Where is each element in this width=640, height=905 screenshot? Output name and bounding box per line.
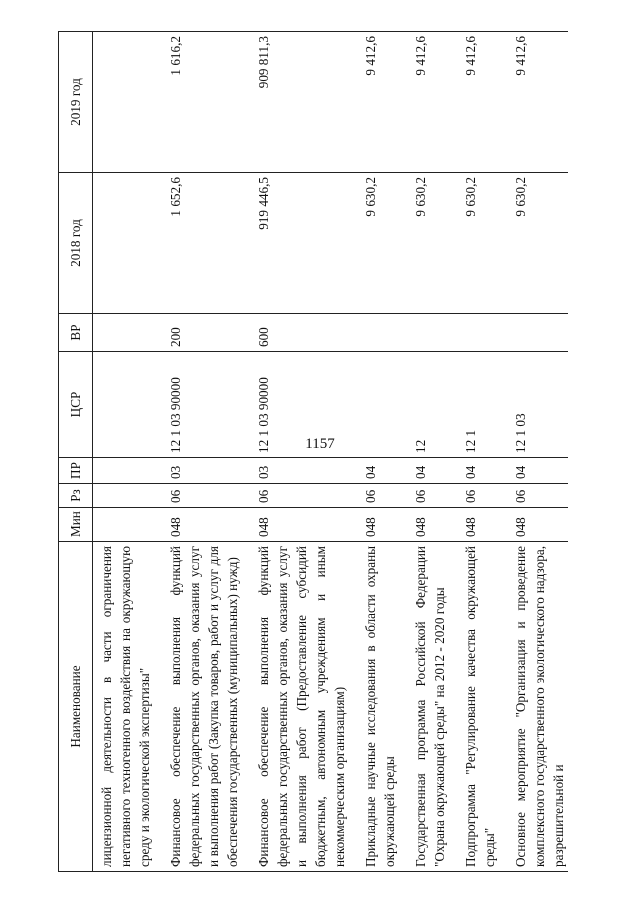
row-min: 048 — [499, 508, 568, 542]
table-row — [449, 32, 499, 872]
row-vr — [499, 314, 568, 352]
row-vr — [349, 314, 399, 352]
row-pr: 04 — [399, 458, 449, 484]
row-min — [93, 508, 155, 542]
row-rz: 06 — [499, 484, 568, 508]
row-pr: 04 — [349, 458, 399, 484]
row-vr — [399, 314, 449, 352]
row-name: лицензионной деятельности в части ограничения негативного техногенного воздействия на окружающую среду и экологической экспертизы" — [93, 542, 155, 872]
row-min: 048 — [154, 508, 242, 542]
row-min: 048 — [349, 508, 399, 542]
row-pr: 04 — [449, 458, 499, 484]
row-pr — [93, 458, 155, 484]
row-2019: 1 616,2 — [154, 32, 242, 173]
header-vr: ВР — [59, 314, 93, 352]
row-csr: 12 1 03 90000 — [242, 352, 349, 458]
row-name: Подпрограмма "Регулирование качества окружающей среды" — [449, 542, 499, 872]
budget-table — [58, 31, 568, 872]
header-csr: ЦСР — [59, 352, 93, 458]
header-min: Мин — [59, 508, 93, 542]
row-2018: 1 652,6 — [154, 173, 242, 314]
row-rz: 06 — [242, 484, 349, 508]
header-2018: 2018 год — [59, 173, 93, 314]
row-2018: 9 630,2 — [349, 173, 399, 314]
row-2019: 9 412,6 — [499, 32, 568, 173]
row-rz: 06 — [349, 484, 399, 508]
row-2019: 9 412,6 — [399, 32, 449, 173]
row-name: Финансовое обеспечение выполнения функций федеральных государственных органов, оказания услуг и выполнения работ (Закупка товаров, работ и услуг для обеспечения государственных (муниципальных) нужд) — [154, 542, 242, 872]
table-row — [399, 32, 449, 872]
row-vr: 600 — [242, 314, 349, 352]
row-csr: 12 1 03 90000 — [154, 352, 242, 458]
row-pr: 03 — [242, 458, 349, 484]
row-2019: 909 811,3 — [242, 32, 349, 173]
row-2019: 9 412,6 — [449, 32, 499, 173]
table-header-row — [59, 32, 93, 872]
table-row — [93, 32, 155, 872]
row-csr: 12 — [399, 352, 449, 458]
row-pr: 04 — [499, 458, 568, 484]
row-name: Государственная программа Российской Федерации "Охрана окружающей среды" на 2012 - 2020 годы — [399, 542, 449, 872]
row-2019 — [93, 32, 155, 173]
row-csr — [93, 352, 155, 458]
row-name: Прикладные научные исследования в области охраны окружающей среды — [349, 542, 399, 872]
header-name: Наименование — [59, 542, 93, 872]
row-name: Финансовое обеспечение выполнения функций федеральных государственных органов, оказания услуг и выполнения работ (Предоставление субсидий бюджетным, автономным учреждениям и иным некоммерческим организациям) — [242, 542, 349, 872]
table-row — [499, 32, 568, 872]
row-min: 048 — [449, 508, 499, 542]
row-vr: 200 — [154, 314, 242, 352]
row-min: 048 — [399, 508, 449, 542]
row-2018: 9 630,2 — [449, 173, 499, 314]
table-row — [154, 32, 242, 872]
row-name: Основное мероприятие "Организация и проведение комплексного государственного экологического надзора, разрешительной и — [499, 542, 568, 872]
row-rz: 06 — [154, 484, 242, 508]
row-vr — [93, 314, 155, 352]
row-csr: 12 1 — [449, 352, 499, 458]
row-2018: 919 446,5 — [242, 173, 349, 314]
table-row — [242, 32, 349, 872]
row-2018 — [93, 173, 155, 314]
row-2019: 9 412,6 — [349, 32, 399, 173]
row-min: 048 — [242, 508, 349, 542]
row-2018: 9 630,2 — [499, 173, 568, 314]
header-rz: Рз — [59, 484, 93, 508]
row-vr — [449, 314, 499, 352]
table-row — [349, 32, 399, 872]
row-rz — [93, 484, 155, 508]
header-pr: ПР — [59, 458, 93, 484]
row-2018: 9 630,2 — [399, 173, 449, 314]
row-csr — [349, 352, 399, 458]
row-rz: 06 — [449, 484, 499, 508]
header-2019: 2019 год — [59, 32, 93, 173]
row-rz: 06 — [399, 484, 449, 508]
row-pr: 03 — [154, 458, 242, 484]
row-csr: 12 1 03 — [499, 352, 568, 458]
page-number: 1157 — [305, 436, 335, 452]
rotated-table-wrapper — [58, 32, 598, 872]
